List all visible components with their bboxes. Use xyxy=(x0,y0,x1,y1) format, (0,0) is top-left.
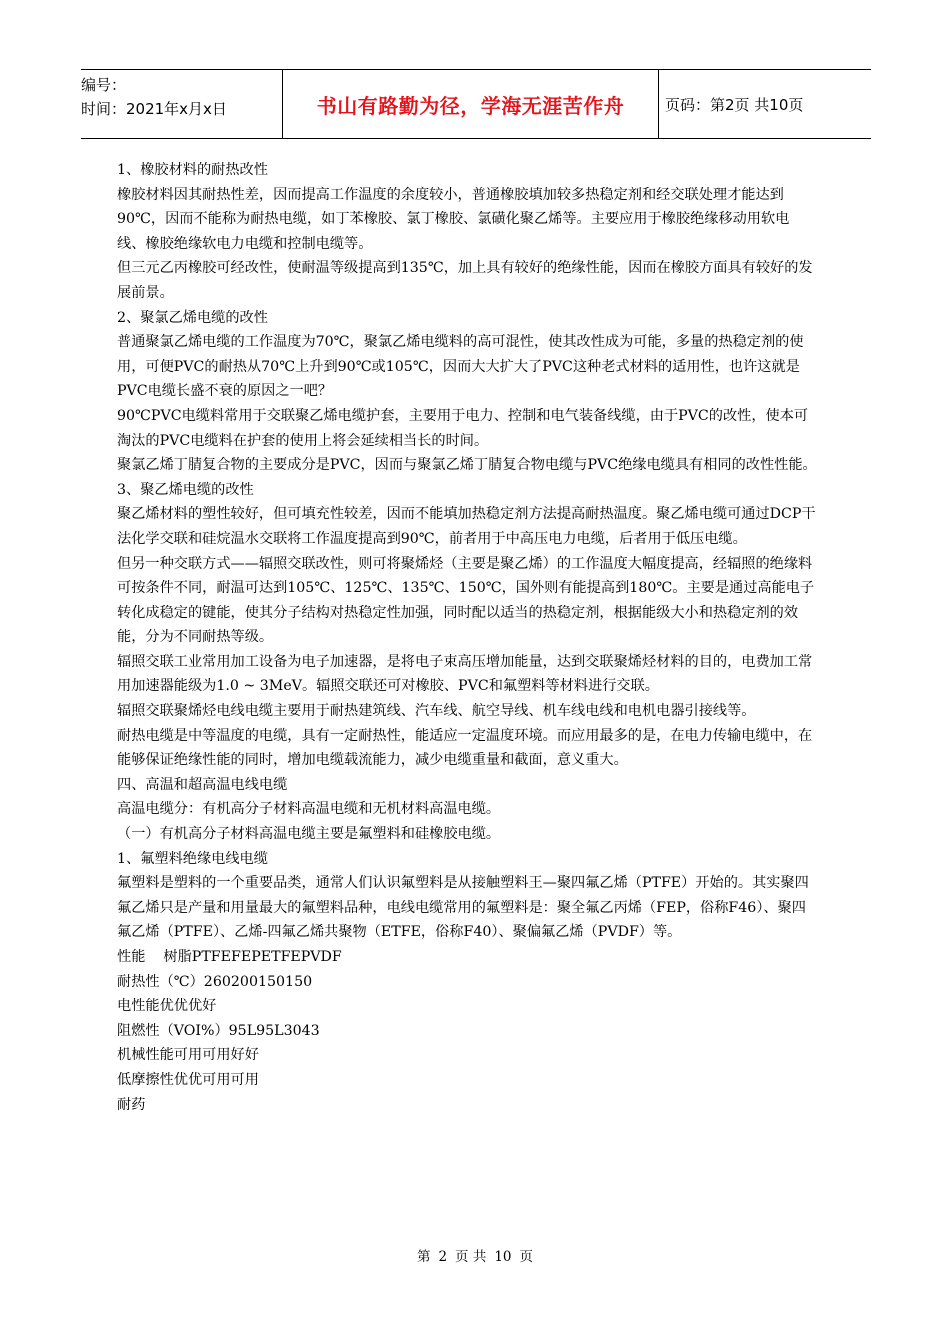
document-date-label: 时间：2021年x月x日 xyxy=(81,100,227,118)
page-header xyxy=(81,69,871,139)
paragraph: （一）有机高分子材料高温电缆主要是氟塑料和硅橡胶电缆。 xyxy=(117,826,501,843)
table-line: 耐药 xyxy=(117,1096,146,1113)
paragraph: 聚乙烯材料的塑性较好，但可填充性较差，因而不能填加热稳定剂方法提高耐热温度。聚乙烯电缆可通过DCP干法化学交联和硅烷温水交联将工作温度提高到90℃，前者用于中高压电力电缆，后者用于低压电缆。 xyxy=(117,506,816,547)
header-page-number: 页码：第2页 共10页 xyxy=(665,95,804,114)
table-line: 阻燃性（VOI%）95L95L3043 xyxy=(117,1022,320,1039)
paragraph: 90℃PVC电缆料常用于交联聚乙烯电缆护套，主要用于电力、控制和电气装备线缆，由于PVC的改性，使本可淘汰的PVC电缆料在护套的使用上将会延续相当长的时间。 xyxy=(117,407,809,449)
paragraph: 辐照交联聚烯烃电线电缆主要用于耐热建筑线、汽车线、航空导线、机车线电线和电机电器引接线等。 xyxy=(117,703,756,720)
document-number-label: 编号： xyxy=(81,76,127,94)
header-meta xyxy=(81,70,281,138)
paragraph: 氟塑料是塑料的一个重要品类，通常人们认识氟塑料是从接触塑料王—聚四氟乙烯（PTFE）开始的。其实聚四氟乙烯只是产量和用量最大的氟塑料品种，电线电缆常用的氟塑料是：聚全氟乙丙烯（FEP，俗称F46）、聚四氟乙烯（PTFE）、乙烯-四氟乙烯共聚物（ETFE，俗称F40）、聚偏氟乙烯（PVDF）等。 xyxy=(117,875,809,941)
paragraph: 但另一种交联方式——辐照交联改性，则可将聚烯烃（主要是聚乙烯）的工作温度大幅度提高，经辐照的绝缘料可按条件不同，耐温可达到105℃、125℃、135℃、150℃，国外则有能提高到180℃。主要是通过高能电子转化成稳定的键能，使其分子结构对热稳定性加强，同时配以适当的热稳定剂，根据能级大小和热稳定剂的效能，分为不同耐热等级。 xyxy=(117,555,815,646)
heading-high-temp: 四、高温和超高温电线电缆 xyxy=(117,776,288,793)
paragraph: 高温电缆分：有机高分子材料高温电缆和无机材料高温电缆。 xyxy=(117,801,501,818)
table-line: 耐热性（℃）260200150150 xyxy=(117,973,313,990)
header-motto-cell xyxy=(282,70,659,138)
heading-fluoroplastic: 1、氟塑料绝缘电线电缆 xyxy=(117,850,268,867)
paragraph: 辐照交联工业常用加工设备为电子加速器，是将电子束高压增加能量，达到交联聚烯烃材料的目的，电费加工常用加速器能级为1.0 ~ 3MeV。辐照交联还可对橡胶、PVC和氟塑料等材料进行交联。 xyxy=(117,653,813,695)
footer-page-total: 10 xyxy=(494,1249,512,1265)
table-line: 低摩擦性优优可用可用 xyxy=(117,1071,259,1088)
footer-page-current: 2 xyxy=(438,1249,448,1265)
page-footer xyxy=(0,1245,950,1265)
paragraph: 橡胶材料因其耐热性差，因而提高工作温度的余度较小，普通橡胶填加较多热稳定剂和经交联处理才能达到90℃，因而不能称为耐热电缆，如丁苯橡胶、氯丁橡胶、氯磺化聚乙烯等。主要应用于橡胶绝缘移动用软电线、橡胶绝缘软电力电缆和控制电缆等。 xyxy=(117,186,790,252)
footer-page-mid: 页 共 xyxy=(455,1249,487,1265)
paragraph: 聚氯乙烯丁腈复合物的主要成分是PVC，因而与聚氯乙烯丁腈复合物电缆与PVC绝缘电缆具有相同的改性性能。 xyxy=(117,457,817,474)
paragraph: 普通聚氯乙烯电缆的工作温度为70℃，聚氯乙烯电缆料的高可混性，使其改性成为可能，多量的热稳定剂的使用，可便PVC的耐热从70℃上升到90℃或105℃，因而大大扩大了PVC这种老式材料的适用性，也许这就是PVC电缆长盛不衰的原因之一吧？ xyxy=(117,334,804,400)
footer-page-word: 第 xyxy=(416,1249,431,1265)
document-body xyxy=(117,158,817,1117)
heading-polyethylene: 3、聚乙烯电缆的改性 xyxy=(117,481,254,498)
heading-pvc: 2、聚氯乙烯电缆的改性 xyxy=(117,309,268,326)
table-line: 机械性能可用可用好好 xyxy=(117,1047,259,1064)
heading-rubber: 1、橡胶材料的耐热改性 xyxy=(117,162,268,178)
paragraph: 但三元乙丙橡胶可经改性，使耐温等级提高到135℃，加上具有较好的绝缘性能，因而在橡胶方面具有较好的发展前景。 xyxy=(117,260,813,301)
footer-page-end: 页 xyxy=(519,1249,534,1265)
paragraph: 耐热电缆是中等温度的电缆，具有一定耐热性，能适应一定温度环境。而应用最多的是，在电力传输电缆中，在能够保证绝缘性能的同时，增加电缆载流能力，减少电缆重量和截面，意义重大。 xyxy=(117,727,813,769)
header-motto: 书山有路勤为径，学海无涯苦作舟 xyxy=(316,93,625,118)
header-page-cell xyxy=(658,70,871,138)
table-line: 电性能优优优好 xyxy=(117,998,217,1015)
table-line: 性能 树脂PTFEFEPETFEPVDF xyxy=(117,949,342,965)
